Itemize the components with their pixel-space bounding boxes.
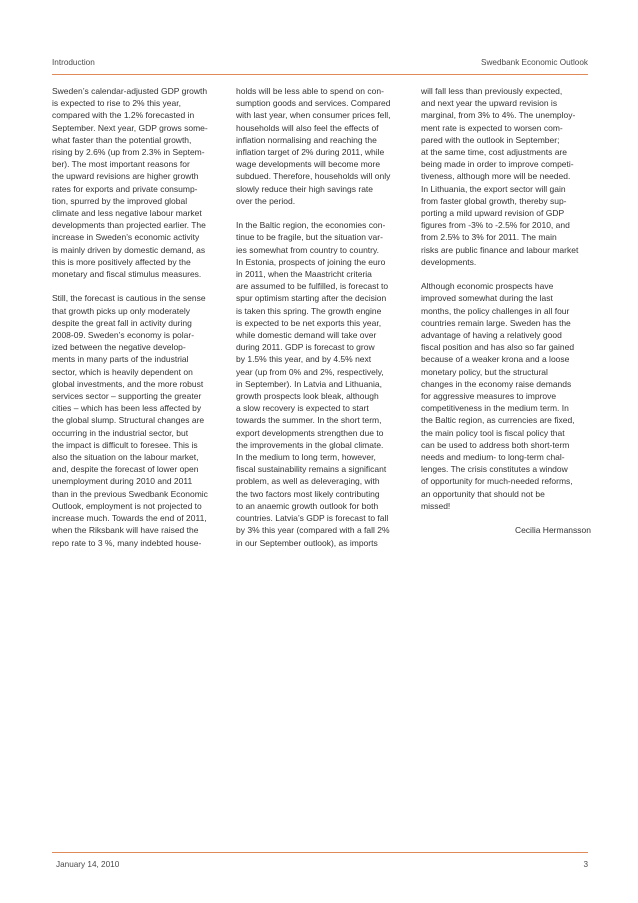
running-header-publication: Swedbank Economic Outlook [481, 58, 588, 67]
text-column-2 [236, 85, 408, 549]
footer-date: January 14, 2010 [56, 860, 120, 869]
text-column-3 [421, 85, 593, 536]
paragraph: In the Baltic region, the economies con- tinue to be fragile, but the situation var- ies somewhat from country to country. In Estonia, prospects of joining the euro in 2011, when the Maastricht criteria are assumed to be fulfilled, is forecast to spur optimism starting after the decision is taken this spring. The growth engine is expected to be net exports this year, while domestic demand will take over during 2011. GDP is forecast to grow by 1.5% this year, and by 4.5% next year (up from 0% and 2%, respectively, in September). In Latvia and Lithuania, growth prospects look bleak, although a slow recovery is expected to start towards the summer. In the short term, export developments strengthen due to the improvements in the global climate. In the medium to long term, however, fiscal sustainability remains a significant problem, as well as deleveraging, with the two factors most likely contributing to an anaemic growth outlook for both countries. Latvia’s GDP is forecast to fall by 3% this year (compared with a fall 2% in our September outlook), as imports [236, 220, 390, 548]
header-rule [52, 74, 588, 75]
paragraph: holds will be less able to spend on con- sumption goods and services. Compared with last year, when consumer prices fell, households will also feel the effects of inflation normalising and reaching the inflation target of 2% during 2011, while wage developments will become more subdued. Therefore, households will only slowly reduce their high savings rate over the period. [236, 86, 391, 206]
author-signature: Cecilia Hermansson [514, 525, 591, 536]
paragraph: Although economic prospects have improved somewhat during the last months, the policy challenges in all four countries remain large. Sweden has the advantage of having a relatively good fiscal position and has also so far gained because of a weaker krona and a loose monetary policy, but the structural changes in the economy raise demands for aggressive measures to improve competitiveness in the medium term. In the Baltic region, as currencies are fixed, the main policy tool is fiscal policy that can be used to address both short-term needs and medium- to long-term chal- lenges. The crisis constitutes a window of opportunity for much-needed reforms, an opportunity that should not be missed! [421, 281, 575, 511]
paragraph: Still, the forecast is cautious in the sense that growth picks up only moderately despite the great fall in activity during 2008-09. Sweden’s economy is polar- ized between the negative develop- ments in many parts of the industrial sector, which is heavily dependent on global investments, and the more robust services sector – supporting the greater cities – which has been less affected by the global slump. Structural changes are occurring in the industrial sector, but the impact is difficult to foresee. This is also the situation on the labour market, and, despite the forecast of lower open unemployment during 2010 and 2011 than in the previous Swedbank Economic Outlook, employment is not projected to increase much. Towards the end of 2011, when the Riksbank will have raised the repo rate to 3 %, many indebted house- [52, 293, 208, 548]
footer-rule [52, 852, 588, 853]
paragraph: will fall less than previously expected, and next year the upward revision is marginal, from 3% to 4%. The unemploy- ment rate is expected to worsen com- pared with the outlook in September; at the same time, cost adjustments are being made in order to improve competi- tiveness, although more will be needed. In Lithuania, the export sector will gain from faster global growth, thereby sup- porting a mild upward revision of GDP figures from -3% to -2.5% for 2010, and from 2.5% to 3% for 2011. The main risks are public finance and labour market developments. [421, 86, 579, 267]
paragraph: Sweden’s calendar-adjusted GDP growth is expected to rise to 2% this year, compared with the 1.2% forecasted in September. Next year, GDP grows some- what faster than the potential growth, rising by 2.6% (up from 2.3% in Septem- ber). The most important reasons for the upward revisions are higher growth rates for exports and private consump- tion, spurred by the improved global climate and less negative labour market developments than projected earlier. The increase in Sweden’s economic activity is mainly driven by domestic demand, as this is more positively affected by the monetary and fiscal stimulus measures. [52, 86, 208, 280]
running-header-section: Introduction [52, 58, 95, 67]
text-column-1 [52, 85, 224, 549]
page-number: 3 [583, 860, 588, 869]
